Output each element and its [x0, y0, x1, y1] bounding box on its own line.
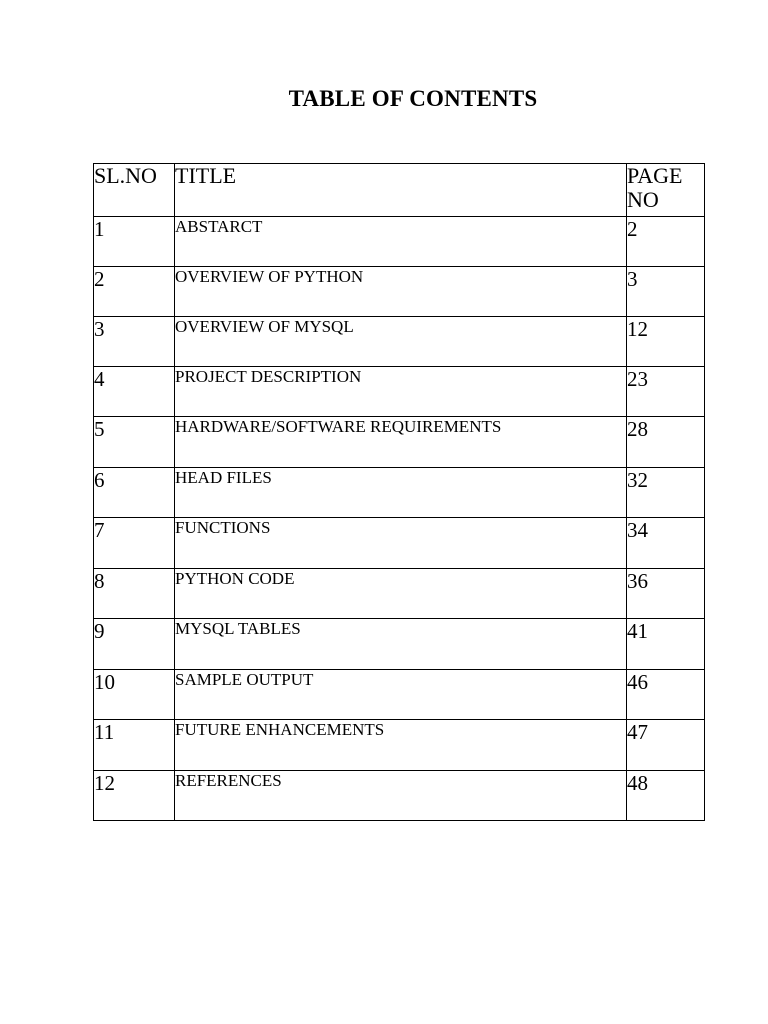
row-sl-no: 10 [94, 670, 175, 720]
row-title: OVERVIEW OF MYSQL [175, 317, 627, 367]
row-page-no: 47 [627, 720, 705, 771]
row-title: REFERENCES [175, 771, 627, 821]
table-row [94, 670, 705, 720]
row-page-no: 28 [627, 417, 705, 468]
table-row [94, 367, 705, 417]
table-body [94, 217, 705, 821]
row-page-no: 32 [627, 468, 705, 518]
table-of-contents [93, 163, 705, 821]
row-page-no: 46 [627, 670, 705, 720]
row-page-no: 36 [627, 569, 705, 619]
table-row [94, 771, 705, 821]
row-title: HEAD FILES [175, 468, 627, 518]
row-sl-no: 9 [94, 619, 175, 670]
header-title: TITLE [175, 164, 627, 217]
page-title: TABLE OF CONTENTS [288, 86, 538, 111]
table-row [94, 217, 705, 267]
row-title: PROJECT DESCRIPTION [175, 367, 627, 417]
row-title: ABSTARCT [175, 217, 627, 267]
row-title: PYTHON CODE [175, 569, 627, 619]
table-row [94, 518, 705, 569]
row-sl-no: 4 [94, 367, 175, 417]
table-header-row [94, 164, 705, 217]
row-page-no: 34 [627, 518, 705, 569]
row-sl-no: 2 [94, 267, 175, 317]
table-row [94, 468, 705, 518]
row-sl-no: 1 [94, 217, 175, 267]
row-page-no: 23 [627, 367, 705, 417]
row-page-no: 2 [627, 217, 705, 267]
row-page-no: 12 [627, 317, 705, 367]
row-page-no: 48 [627, 771, 705, 821]
table-row [94, 267, 705, 317]
row-title: OVERVIEW OF PYTHON [175, 267, 627, 317]
table-row [94, 720, 705, 771]
row-page-no: 41 [627, 619, 705, 670]
row-title: MYSQL TABLES [175, 619, 627, 670]
row-sl-no: 5 [94, 417, 175, 468]
row-sl-no: 3 [94, 317, 175, 367]
row-sl-no: 7 [94, 518, 175, 569]
row-title: FUNCTIONS [175, 518, 627, 569]
table-row [94, 619, 705, 670]
row-sl-no: 11 [94, 720, 175, 771]
row-page-no: 3 [627, 267, 705, 317]
row-sl-no: 12 [94, 771, 175, 821]
row-title: HARDWARE/SOFTWARE REQUIREMENTS [175, 417, 627, 468]
header-page-no: PAGE NO [627, 164, 705, 217]
table-row [94, 569, 705, 619]
row-title: SAMPLE OUTPUT [175, 670, 627, 720]
table-row [94, 317, 705, 367]
table-row [94, 417, 705, 468]
row-sl-no: 6 [94, 468, 175, 518]
row-sl-no: 8 [94, 569, 175, 619]
header-sl-no: SL.NO [94, 164, 175, 217]
row-title: FUTURE ENHANCEMENTS [175, 720, 627, 771]
